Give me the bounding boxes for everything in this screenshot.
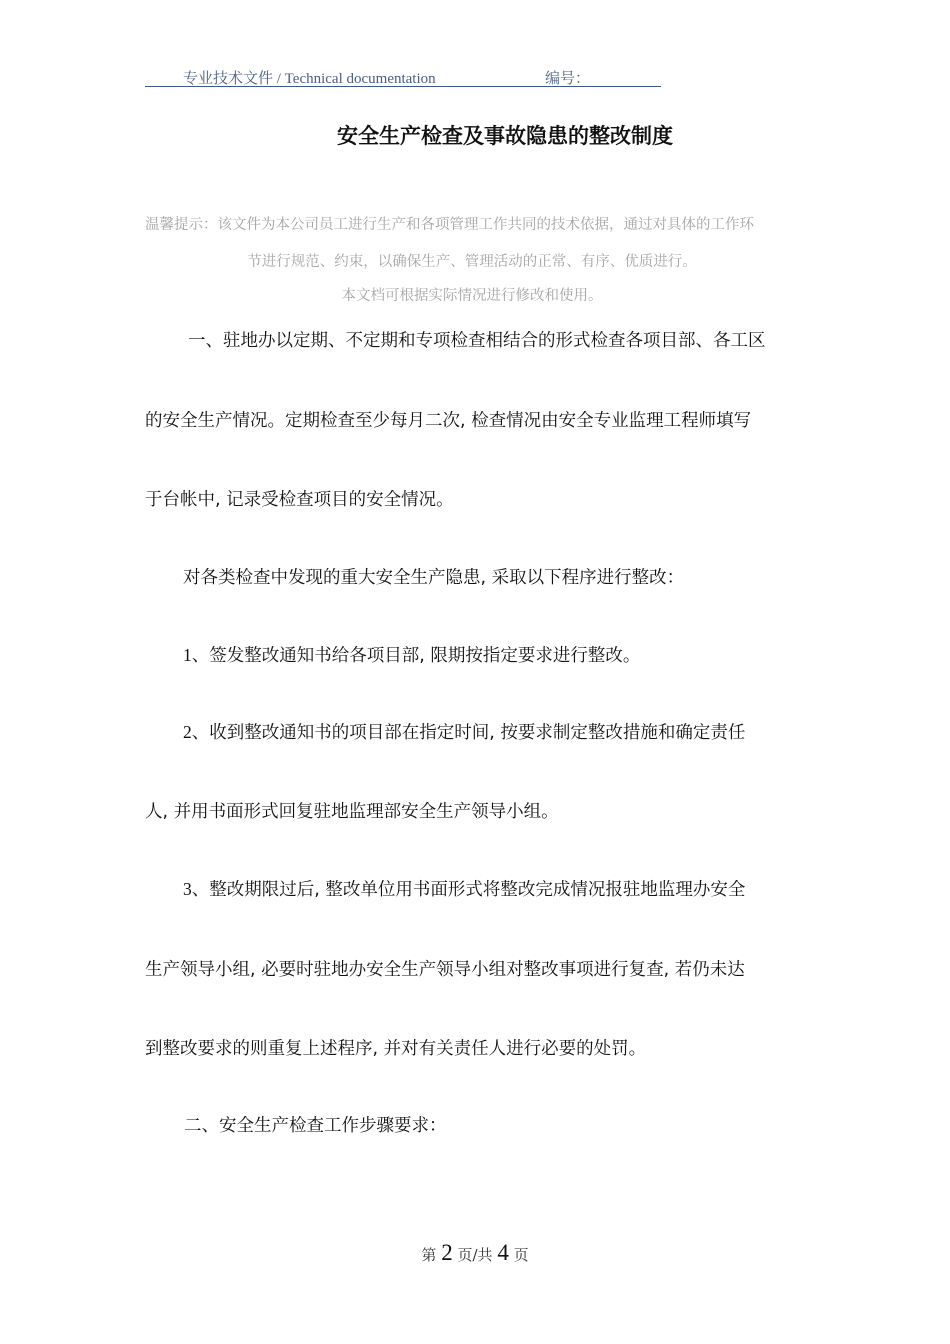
list-item-1-text: 、签发整改通知书给各项目部, 限期按指定要求进行整改。 [191,646,641,666]
list-item-2-line-1 [183,719,745,744]
document-title: 安全生产检查及事故隐患的整改制度 [337,124,673,148]
tip-line-3 [0,284,950,305]
list-item-1 [183,642,640,667]
paragraph-3: 二、安全生产检查工作步骤要求： [184,1116,447,1136]
list-item-3-text: 、整改期限过后, 整改单位用书面形式将整改完成情况报驻地监理办安全 [191,880,746,900]
page-header [145,66,661,87]
paragraph-2: 对各类检查中发现的重大安全生产隐患, 采取以下程序进行整改： [183,568,685,588]
footer-current-page: 2 [441,1240,453,1265]
tip-line-2-text: 节进行规范、约束，以确保生产、管理活动的正常、有序、优质进行。 [247,254,697,270]
footer-suffix: 页 [513,1246,529,1264]
paragraph-1-line-1: 一、驻地办以定期、不定期和专项检查相结合的形式检查各项目部、各工区 [188,331,766,351]
paragraph-1-line-3: 于台帐中, 记录受检查项目的安全情况。 [145,490,454,510]
list-item-3-number: 3 [183,879,192,899]
footer-total-pages: 4 [497,1240,509,1265]
list-item-2-line-2: 人, 并用书面形式回复驻地监理部安全生产领导小组。 [145,802,559,822]
footer-middle: 页/共 [457,1246,493,1264]
list-item-3-line-3: 到整改要求的则重复上述程序, 并对有关责任人进行必要的处罚。 [145,1039,647,1059]
footer-prefix: 第 [421,1246,437,1264]
list-item-1-number: 1 [183,645,192,665]
list-item-2-number: 2 [183,722,192,742]
page-footer [0,1240,950,1266]
list-item-3-line-2: 生产领导小组, 必要时驻地办安全生产领导小组对整改事项进行复查, 若仍未达 [145,960,745,980]
tip-line-2 [0,250,950,271]
list-item-2-text: 、收到整改通知书的项目部在指定时间, 按要求制定整改措施和确定责任 [191,723,746,743]
header-doc-type: 专业技术文件 / Technical documentation [183,71,436,87]
list-item-3-line-1 [183,876,745,901]
paragraph-1-line-2: 的安全生产情况。定期检查至少每月二次, 检查情况由安全专业监理工程师填写 [145,411,752,431]
tip-line-1: 温馨提示：该文件为本公司员工进行生产和各项管理工作共同的技术依据，通过对具体的工作环 [145,217,754,233]
tip-line-3-text: 本文档可根据实际情况进行修改和使用。 [341,288,603,304]
header-doc-number-label: 编号： [545,71,591,87]
